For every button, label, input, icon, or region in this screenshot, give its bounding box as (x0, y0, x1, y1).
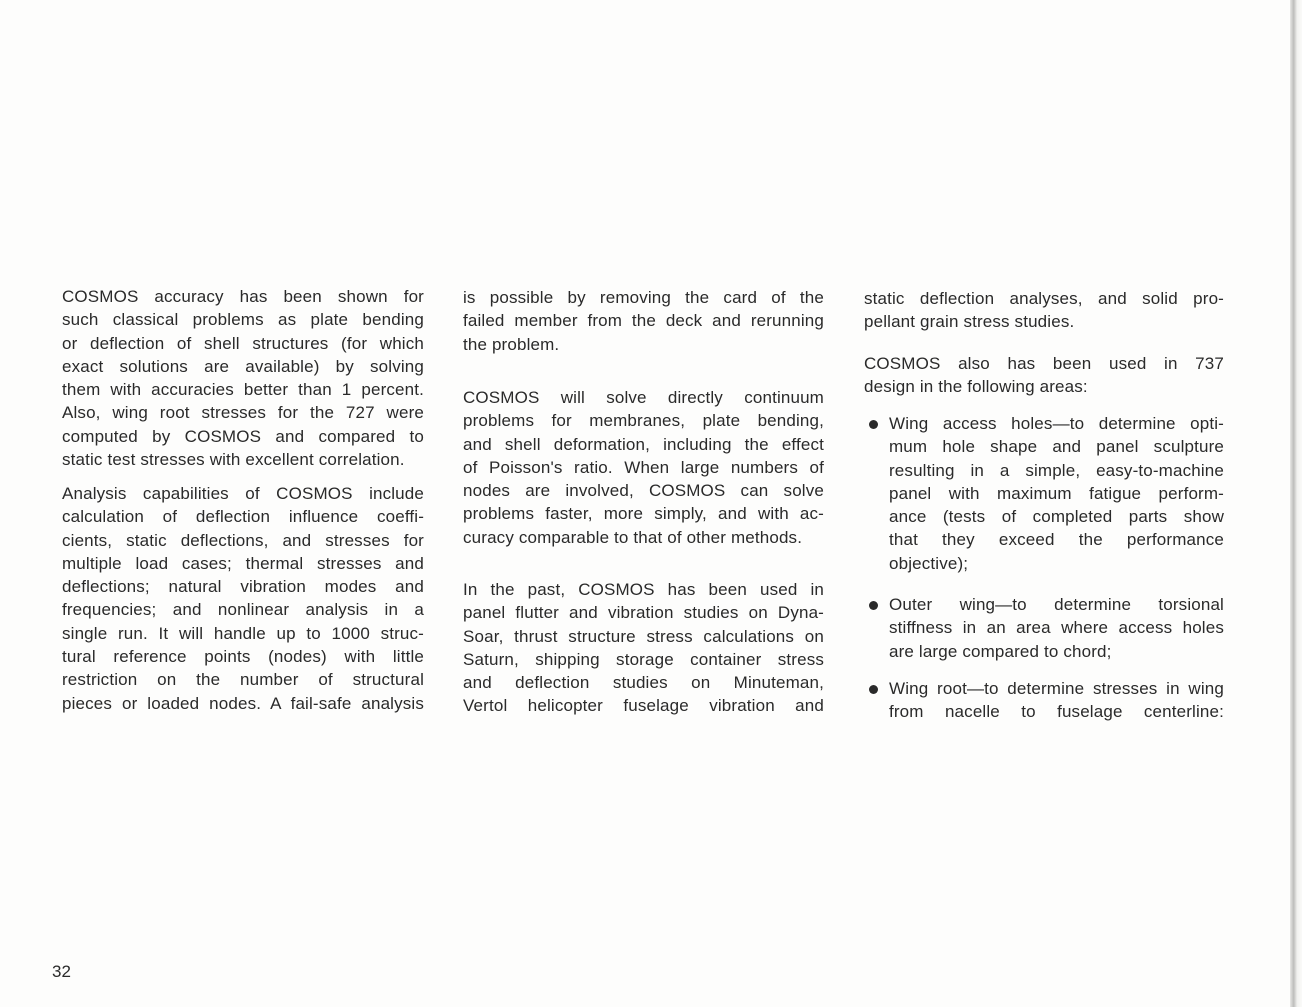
text-line: such classical problems as plate bending (62, 310, 424, 330)
bullet-icon (869, 601, 878, 610)
text-line: are large compared to chord; (889, 641, 1112, 661)
text-line: ance (tests of completed parts show (889, 507, 1224, 527)
text-line: that they exceed the performance (889, 530, 1224, 550)
text-line: static deflection analyses, and solid pro- (864, 289, 1224, 308)
text-line: frequencies; and nonlinear analysis in a (62, 600, 424, 620)
text-line: or deflection of shell structures (for which (62, 333, 424, 353)
text-line: single run. It will handle up to 1000 struc- (62, 623, 424, 643)
bullet-icon (869, 685, 878, 694)
text-line: is possible by removing the card of the (463, 288, 824, 307)
text-line: resulting in a simple, easy-to-machine (889, 460, 1224, 480)
text-line: multiple load cases; thermal stresses and (62, 553, 424, 573)
text-line: objective); (889, 553, 969, 573)
text-line: deflections; natural vibration modes and (62, 577, 424, 597)
text-line: the problem. (463, 334, 560, 354)
text-line: Also, wing root stresses for the 727 were (62, 403, 424, 423)
text-line: of Poisson's ratio. When large numbers of (463, 457, 824, 477)
bullet-item (889, 677, 1224, 724)
text-line: Soar, thrust structure stress calculations on (463, 626, 824, 646)
text-line: Saturn, shipping storage container stress (463, 649, 824, 669)
text-line: them with accuracies better than 1 percent. (62, 380, 424, 400)
text-line: stiffness in an area where access holes (889, 618, 1224, 638)
text-line: static test stresses with excellent correlation. (62, 450, 405, 470)
text-line: failed member from the deck and rerunning (463, 311, 824, 331)
text-line: mum hole shape and panel sculpture (889, 437, 1224, 457)
text-line: computed by COSMOS and compared to (62, 426, 424, 446)
paragraph (62, 285, 424, 471)
text-line: and deflection studies on Minuteman, (463, 673, 824, 693)
bullet-icon (869, 420, 878, 429)
text-line: In the past, COSMOS has been used in (463, 580, 824, 599)
text-line: tural reference points (nodes) with little (62, 647, 424, 667)
text-line: calculation of deflection influence coeffi- (62, 507, 424, 527)
page-number: 32 (52, 962, 71, 981)
text-line: COSMOS also has been used in 737 (864, 354, 1224, 373)
text-line: panel with maximum fatigue perform- (889, 483, 1224, 503)
paragraph (864, 287, 1224, 334)
text-line: from nacelle to fuselage centerline: (889, 702, 1224, 722)
bullet-item (889, 593, 1224, 663)
text-line: pieces or loaded nodes. A fail-safe analysis (62, 693, 424, 713)
text-line: and shell deformation, including the effect (463, 434, 824, 454)
paragraph (864, 352, 1224, 399)
text-line: Analysis capabilities of COSMOS include (62, 484, 424, 503)
text-line: Wing access holes—to determine opti- (889, 414, 1224, 433)
text-line: Vertol helicopter fuselage vibration and (463, 696, 824, 716)
text-line: design in the following areas: (864, 377, 1088, 397)
text-line: panel flutter and vibration studies on Dyna- (463, 603, 824, 623)
text-line: pellant grain stress studies. (864, 312, 1075, 332)
text-line: exact solutions are available) by solving (62, 356, 424, 376)
paragraph (463, 286, 824, 356)
bullet-item (889, 412, 1224, 575)
text-line: COSMOS accuracy has been shown for (62, 287, 424, 306)
page-binding-edge (1290, 0, 1302, 1007)
text-line: cients, static deflections, and stresses for (62, 530, 424, 550)
paragraph (463, 578, 824, 718)
text-line: COSMOS will solve directly continuum (463, 388, 824, 407)
text-line: nodes are involved, COSMOS can solve (463, 481, 824, 501)
text-line: restriction on the number of structural (62, 670, 424, 690)
text-line: problems for membranes, plate bending, (463, 411, 824, 431)
text-line: curacy comparable to that of other methods. (463, 527, 803, 547)
paragraph (463, 386, 824, 549)
paragraph (62, 482, 424, 715)
text-line: Wing root—to determine stresses in wing (889, 679, 1224, 698)
text-line: Outer wing—to determine torsional (889, 595, 1224, 614)
text-line: problems faster, more simply, and with ac- (463, 504, 824, 524)
